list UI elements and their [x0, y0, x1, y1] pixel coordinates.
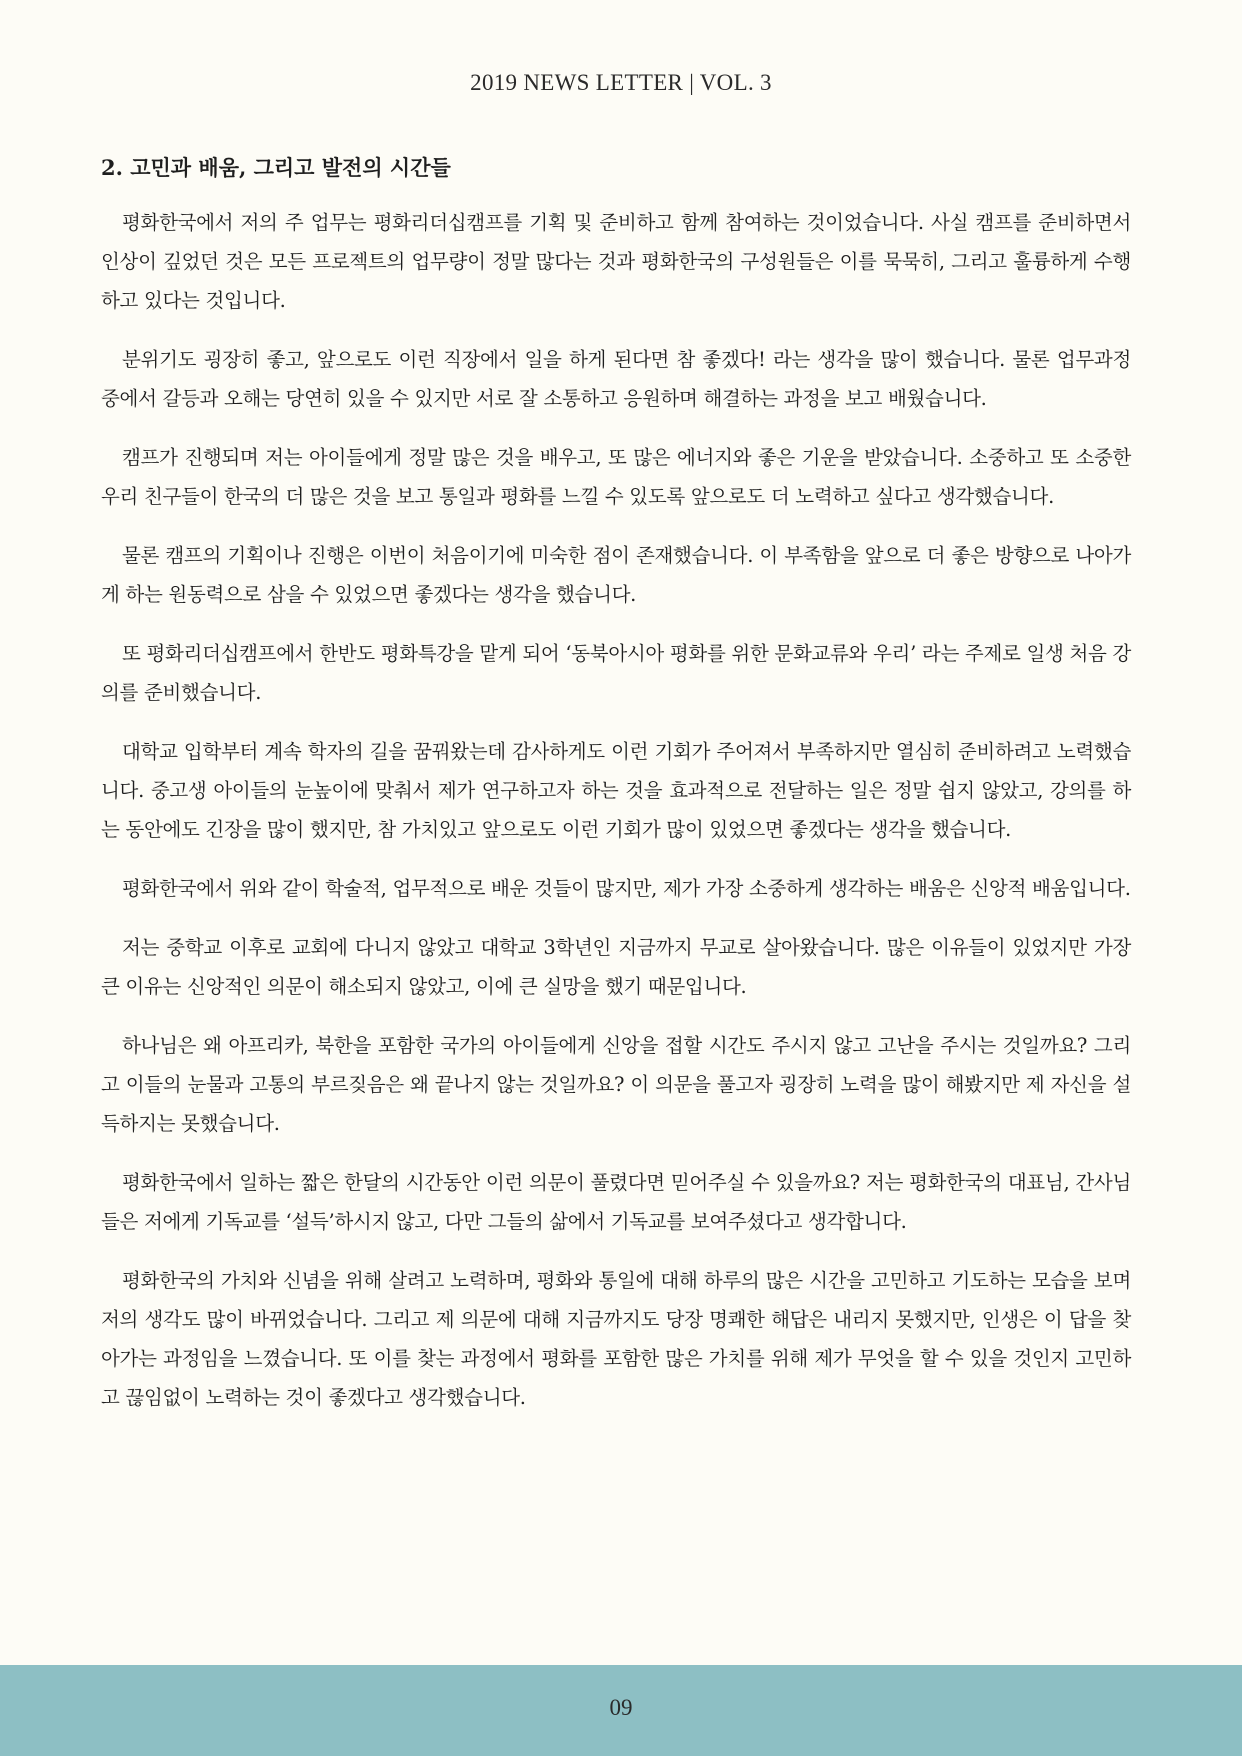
newsletter-header: 2019 NEWS LETTER | VOL. 3: [470, 70, 772, 95]
paragraph: 평화한국의 가치와 신념을 위해 살려고 노력하며, 평화와 통일에 대해 하루의 많은 시간을 고민하고 기도하는 모습을 보며 저의 생각도 많이 바뀌었습니다. 그리고 제 의문에 대해 지금까지도 당장 명쾌한 해답은 내리지 못했지만, 인생은 이 답을 찾아가는 과정임을 느꼈습니다. 또 이를 찾는 과정에서 평화를 포함한 많은 가치를 위해 제가 무엇을 할 수 있을 것인지 고민하고 끊임없이 노력하는 것이 좋겠다고 생각했습니다.: [101, 1269, 1131, 1409]
paragraph: 캠프가 진행되며 저는 아이들에게 정말 많은 것을 배우고, 또 많은 에너지와 좋은 기운을 받았습니다. 소중하고 또 소중한 우리 친구들이 한국의 더 많은 것을 보고 통일과 평화를 느낄 수 있도록 앞으로도 더 노력하고 싶다고 생각했습니다.: [101, 446, 1131, 508]
paragraph: 분위기도 굉장히 좋고, 앞으로도 이런 직장에서 일을 하게 된다면 참 좋겠다! 라는 생각을 많이 했습니다. 물론 업무과정 중에서 갈등과 오해는 당연히 있을 수 있지만 서로 잘 소통하고 응원하며 해결하는 과정을 보고 배웠습니다.: [101, 348, 1131, 410]
footer-band: [0, 1665, 1242, 1756]
paragraph: 평화한국에서 위와 같이 학술적, 업무적으로 배운 것들이 많지만, 제가 가장 소중하게 생각하는 배움은 신앙적 배움입니다.: [122, 877, 1131, 900]
paragraph: 평화한국에서 저의 주 업무는 평화리더십캠프를 기획 및 준비하고 함께 참여하는 것이었습니다. 사실 캠프를 준비하면서 인상이 깊었던 것은 모든 프로젝트의 업무량이 정말 많다는 것과 평화한국의 구성원들은 이를 묵묵히, 그리고 훌륭하게 수행하고 있다는 것입니다.: [101, 211, 1131, 312]
paragraph: 하나님은 왜 아프리카, 북한을 포함한 국가의 아이들에게 신앙을 접할 시간도 주시지 않고 고난을 주시는 것일까요? 그리고 이들의 눈물과 고통의 부르짖음은 왜 끝나지 않는 것일까요? 이 의문을 풀고자 굉장히 노력을 많이 해봤지만 제 자신을 설득하지는 못했습니다.: [101, 1034, 1131, 1135]
paragraph: 물론 캠프의 기획이나 진행은 이번이 처음이기에 미숙한 점이 존재했습니다. 이 부족함을 앞으로 더 좋은 방향으로 나아가게 하는 원동력으로 삼을 수 있었으면 좋겠다는 생각을 했습니다.: [101, 544, 1131, 606]
article-body: [101, 150, 1131, 1437]
paragraph: 또 평화리더십캠프에서 한반도 평화특강을 맡게 되어 ‘동북아시아 평화를 위한 문화교류와 우리’ 라는 주제로 일생 처음 강의를 준비했습니다.: [101, 642, 1131, 704]
paragraph: 저는 중학교 이후로 교회에 다니지 않았고 대학교 3학년인 지금까지 무교로 살아왔습니다. 많은 이유들이 있었지만 가장 큰 이유는 신앙적인 의문이 해소되지 않았고, 이에 큰 실망을 했기 때문입니다.: [101, 936, 1131, 998]
paragraph: 평화한국에서 일하는 짧은 한달의 시간동안 이런 의문이 풀렸다면 믿어주실 수 있을까요? 저는 평화한국의 대표님, 간사님들은 저에게 기독교를 ‘설득’하시지 않고, 다만 그들의 삶에서 기독교를 보여주셨다고 생각합니다.: [101, 1171, 1131, 1233]
paragraph: 대학교 입학부터 계속 학자의 길을 꿈꿔왔는데 감사하게도 이런 기회가 주어져서 부족하지만 열심히 준비하려고 노력했습니다. 중고생 아이들의 눈높이에 맞춰서 제가 연구하고자 하는 것을 효과적으로 전달하는 일은 정말 쉽지 않았고, 강의를 하는 동안에도 긴장을 많이 했지만, 참 가치있고 앞으로도 이런 기회가 많이 있었으면 좋겠다는 생각을 했습니다.: [101, 740, 1131, 841]
section-title: 2. 고민과 배움, 그리고 발전의 시간들: [101, 155, 451, 180]
page-number: 09: [609, 1695, 633, 1720]
